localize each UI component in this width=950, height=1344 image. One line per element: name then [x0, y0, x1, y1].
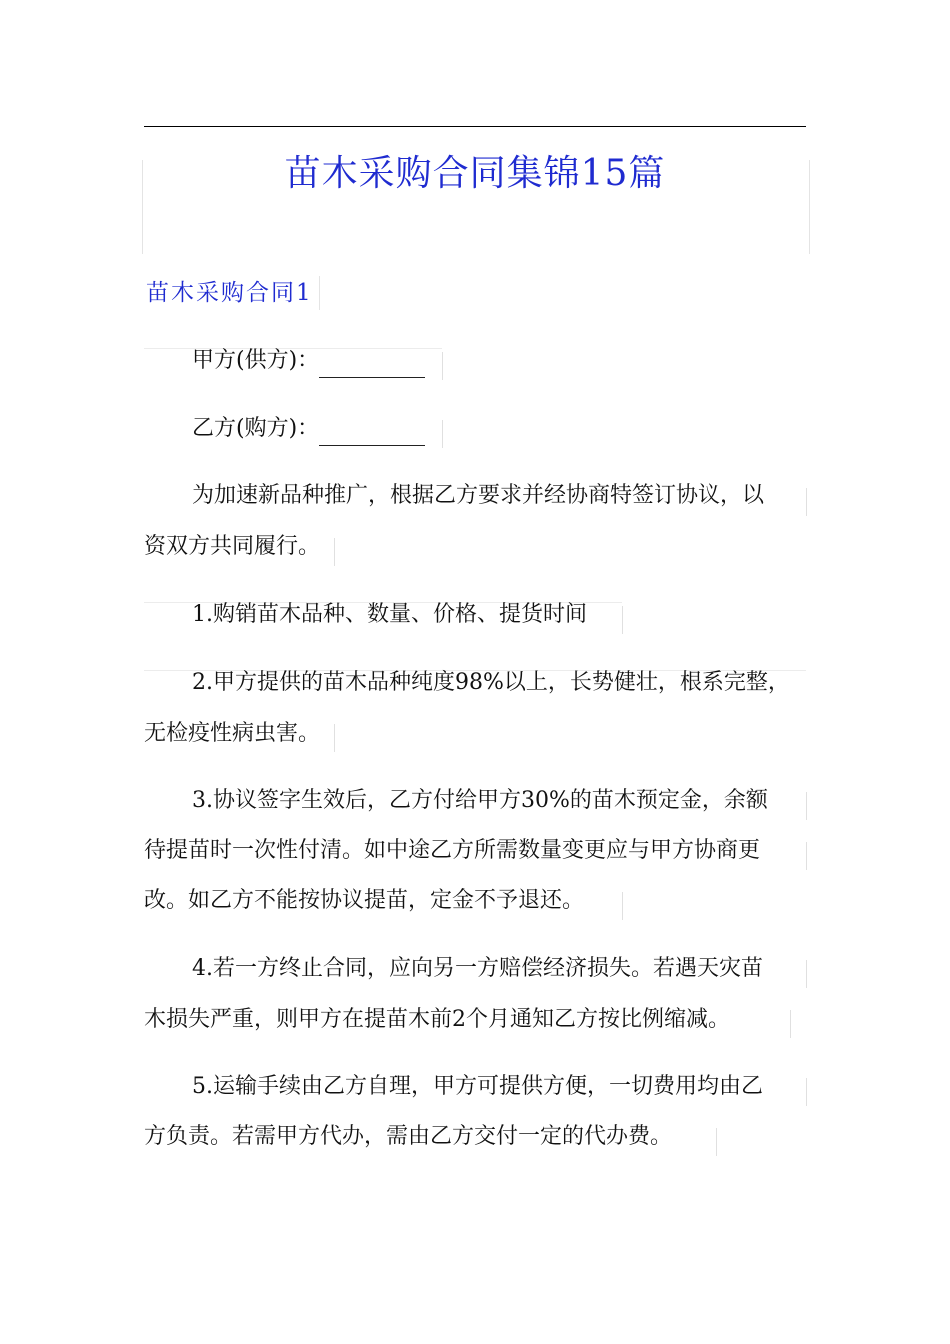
layout-mark: [442, 352, 443, 380]
layout-mark: [442, 420, 443, 448]
party-a-label: 甲方(供方)：: [192, 348, 320, 373]
layout-mark: [806, 842, 807, 870]
preamble-line-1: 为加速新品种推广，根据乙方要求并经协商特签订协议，以: [192, 483, 765, 508]
layout-mark: [790, 1010, 791, 1038]
party-b-line: [192, 412, 425, 446]
layout-mark: [806, 960, 807, 988]
party-b-blank: [319, 421, 425, 446]
layout-mark: [622, 606, 623, 634]
layout-mark: [334, 538, 335, 566]
section-heading: 苗木采购合同1: [146, 276, 320, 310]
clause-4-line-2: 木损失严重，则甲方在提苗木前2个月通知乙方按比例缩减。: [144, 1007, 730, 1032]
clause-3-line-2: 待提苗时一次性付清。如中途乙方所需数量变更应与甲方协商更: [144, 838, 761, 863]
party-a-blank: [319, 353, 425, 378]
clause-3-line-3: 改。如乙方不能按协议提苗，定金不予退还。: [144, 888, 585, 913]
party-b-label: 乙方(购方)：: [192, 416, 320, 441]
layout-mark: [806, 792, 807, 820]
clause-4-line-1: 4.若一方终止合同，应向另一方赔偿经济损失。若遇天灾苗: [192, 956, 763, 981]
layout-mark: [334, 724, 335, 752]
clause-3-line-1: 3.协议签字生效后，乙方付给甲方30%的苗木预定金，余额: [192, 788, 768, 813]
header-rule: [144, 126, 806, 127]
party-a-line: [192, 344, 425, 378]
clause-2-line-2: 无检疫性病虫害。: [144, 721, 321, 746]
clause-1: 1.购销苗木品种、数量、价格、提货时间: [192, 602, 587, 627]
preamble-line-2: 资双方共同履行。: [144, 534, 321, 559]
layout-mark: [716, 1128, 717, 1156]
layout-mark: [622, 892, 623, 920]
clause-5-line-1: 5.运输手续由乙方自理，甲方可提供方便，一切费用均由乙: [192, 1074, 763, 1099]
document-title: 苗木采购合同集锦15篇: [284, 153, 666, 194]
clause-5-line-2: 方负责。若需甲方代办，需由乙方交付一定的代办费。: [144, 1124, 673, 1149]
layout-mark: [806, 488, 807, 516]
layout-mark: [806, 1078, 807, 1106]
clause-2-line-1: 2.甲方提供的苗木品种纯度98%以上，长势健壮，根系完整，: [192, 670, 790, 695]
